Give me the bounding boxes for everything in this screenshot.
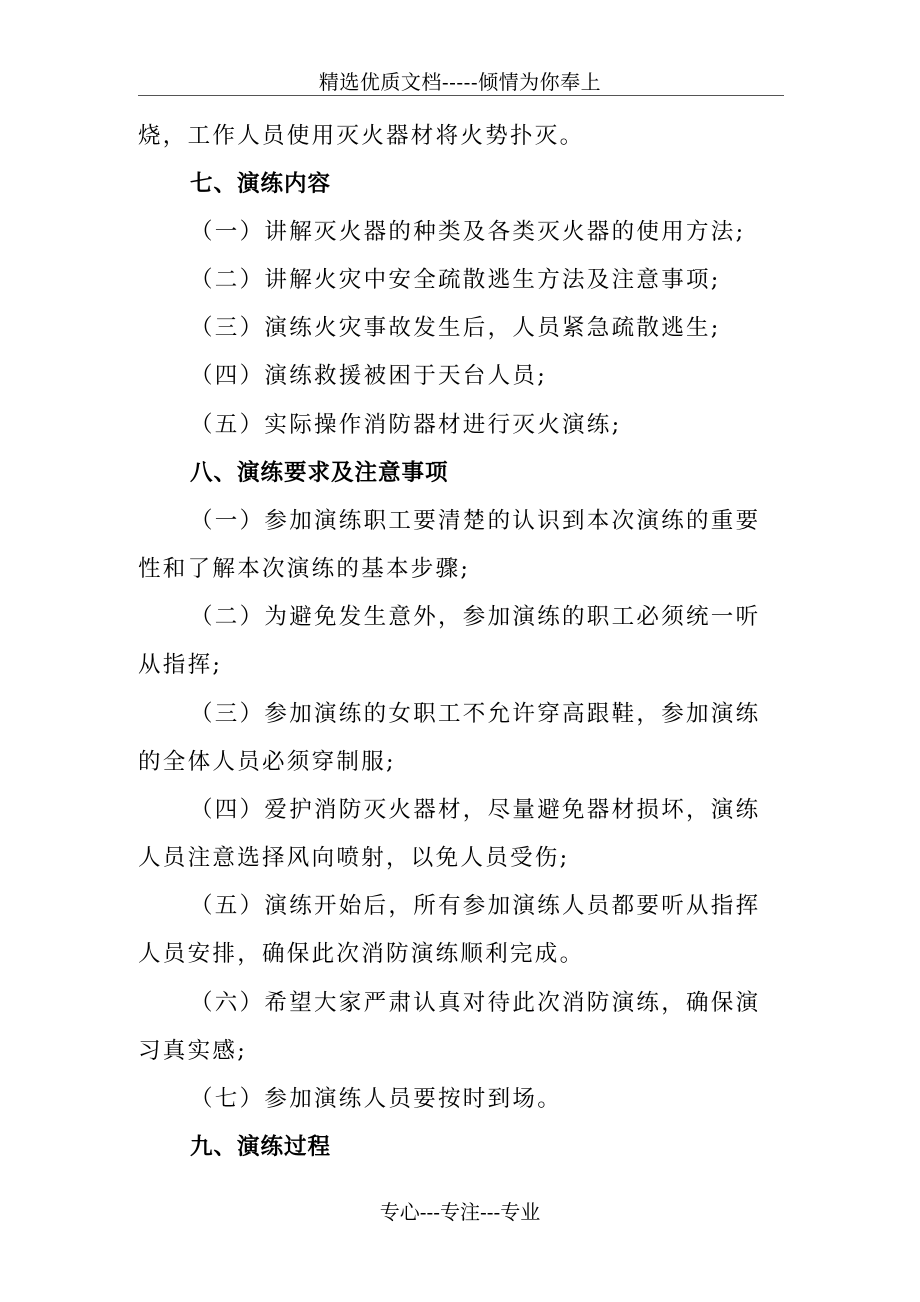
page-header: 精选优质文档-----倾情为你奉上 <box>318 70 602 94</box>
list-item: （七）参加演练人员要按时到场。 <box>190 1086 563 1112</box>
list-item: （二）讲解火灾中安全疏散逃生方法及注意事项; <box>190 267 721 293</box>
list-item-continuation: 人员安排，确保此次消防演练顺利完成。 <box>138 941 585 967</box>
section-heading-8: 八、演练要求及注意事项 <box>190 460 449 486</box>
list-item: （四）演练救援被困于天台人员; <box>190 363 548 389</box>
header-divider <box>138 95 784 96</box>
list-item: （四）爱护消防灭火器材，尽量避免器材损坏，演练 <box>190 797 761 823</box>
list-item-continuation: 的全体人员必须穿制服; <box>138 749 396 775</box>
list-item: （三）演练火灾事故发生后，人员紧急疏散逃生; <box>190 315 721 341</box>
section-heading-9: 九、演练过程 <box>190 1134 332 1160</box>
list-item: （六）希望大家严肃认真对待此次消防演练，确保演 <box>190 990 761 1016</box>
list-item: （一）讲解灭火器的种类及各类灭火器的使用方法; <box>190 219 746 245</box>
section-heading-7: 七、演练内容 <box>190 171 332 197</box>
list-item-continuation: 性和了解本次演练的基本步骤; <box>138 556 471 582</box>
list-item: （一）参加演练职工要清楚的认识到本次演练的重要 <box>190 508 761 534</box>
list-item-continuation: 从指挥; <box>138 652 223 678</box>
text-line: 烧，工作人员使用灭火器材将火势扑灭。 <box>138 123 585 149</box>
list-item: （五）演练开始后，所有参加演练人员都要听从指挥 <box>190 893 761 919</box>
list-item: （二）为避免发生意外，参加演练的职工必须统一听 <box>190 604 761 630</box>
list-item: （三）参加演练的女职工不允许穿高跟鞋，参加演练 <box>190 701 761 727</box>
page-footer: 专心---专注---专业 <box>379 1200 541 1224</box>
list-item-continuation: 人员注意选择风向喷射，以免人员受伤; <box>138 845 570 871</box>
list-item-continuation: 习真实感; <box>138 1038 248 1064</box>
list-item: （五）实际操作消防器材进行灭火演练; <box>190 412 622 438</box>
